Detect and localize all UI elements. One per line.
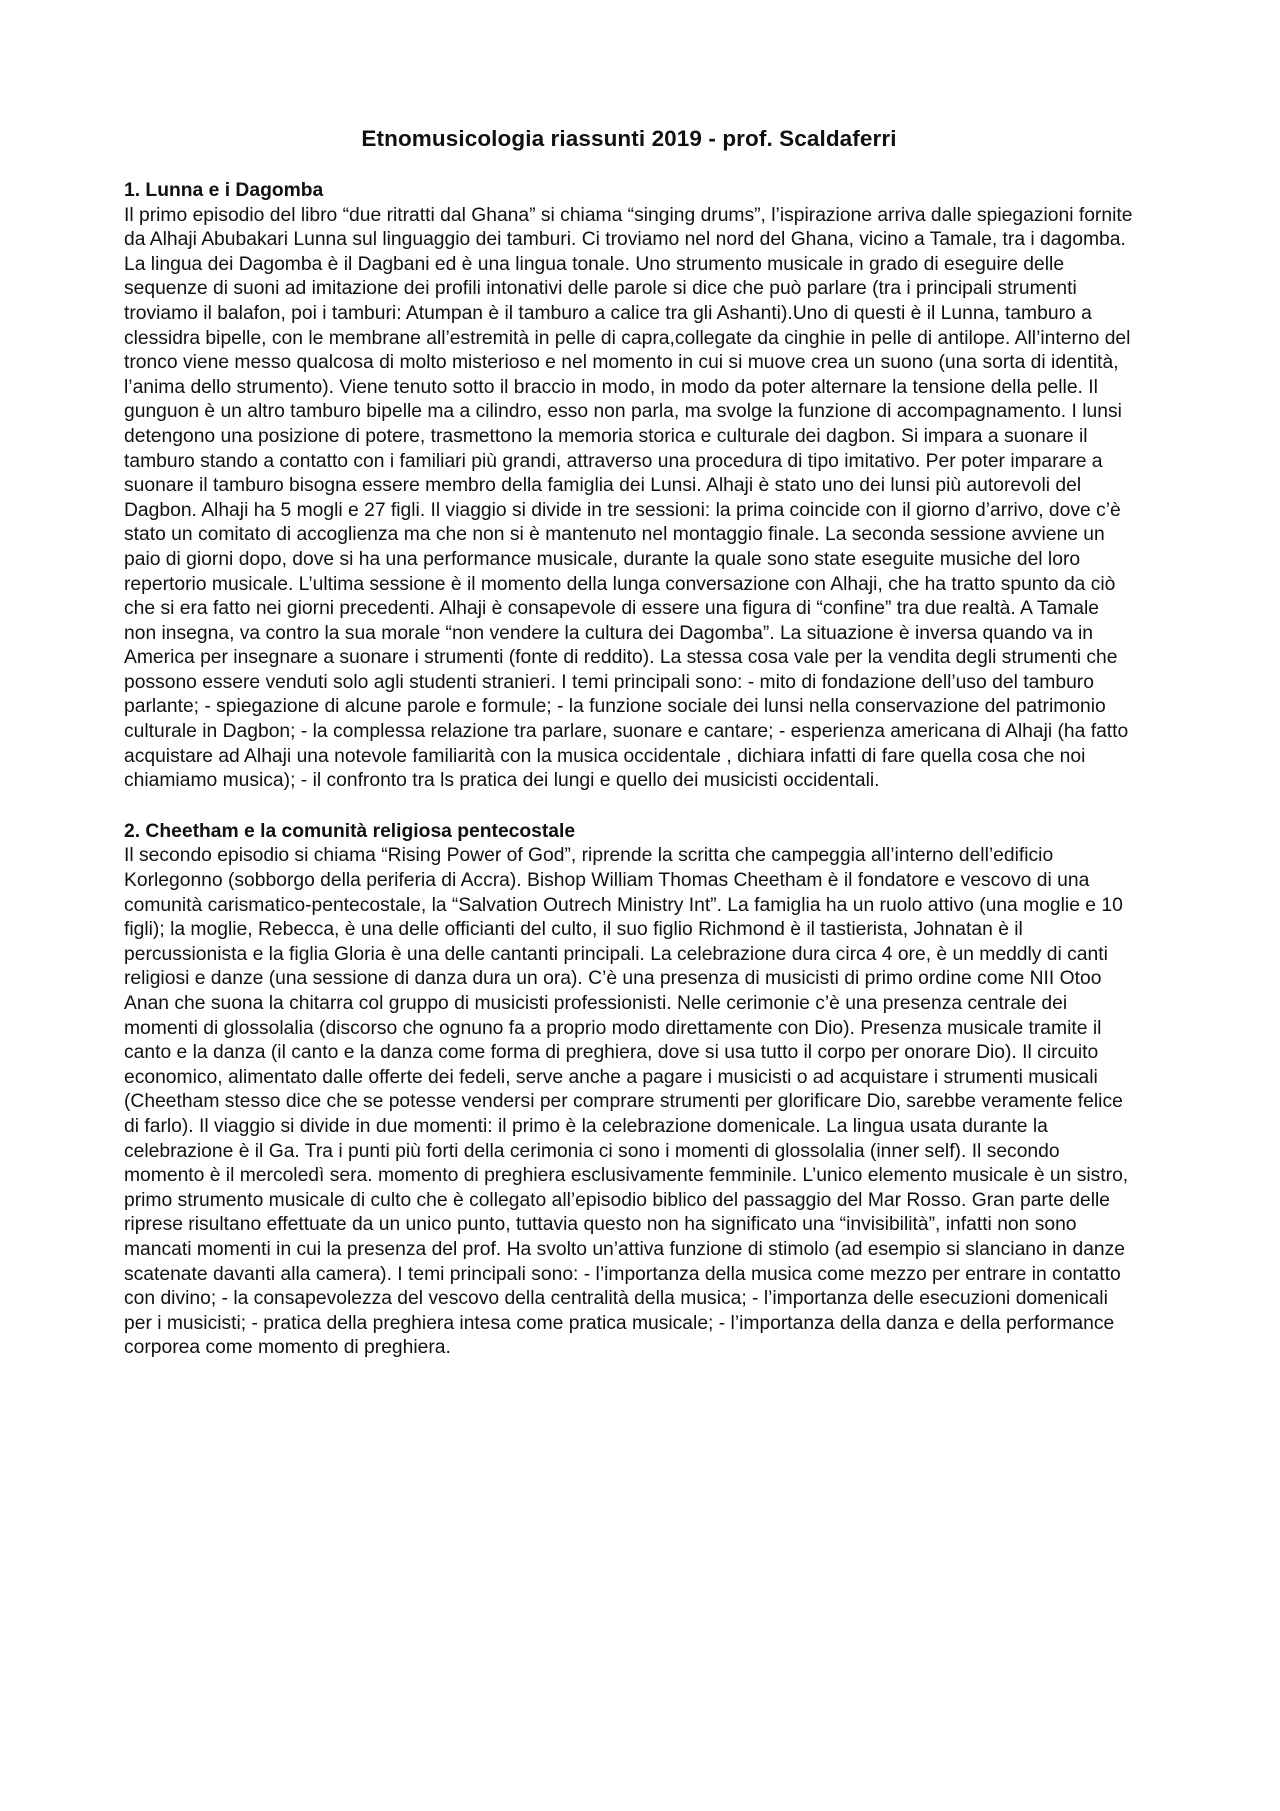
document-content xyxy=(124,126,1134,1387)
section-paragraph: Il primo episodio del libro “due ritratti dal Ghana” si chiama “singing drums”, l’ispirazione arriva dalle spiegazioni fornite da Alhaji Abubakari Lunna sul linguaggio dei tamburi. Ci troviamo nel nord del Ghana, vicino a Tamale, tra i dagomba. La lingua dei Dagomba è il Dagbani ed è una lingua tonale. Uno strumento musicale in grado di eseguire delle sequenze di suoni ad imitazione dei profili intonativi delle parole si dice che può parlare (tra i principali strumenti troviamo il balafon, poi i tamburi: Atumpan è il tamburo a calice tra gli Ashanti).Uno di questi è il Lunna, tamburo a clessidra bipelle, con le membrane all’estremità in pelle di capra,collegate da cinghie in pelle di antilope. All’interno del tronco viene messo qualcosa di molto misterioso e nel momento in cui si muove crea un suono (una sorta di identità, l’anima dello strumento). Viene tenuto sotto il braccio in modo, in modo da poter alternare la tensione della pelle. Il gunguon è un altro tamburo bipelle ma a cilindro, esso non parla, ma svolge la funzione di accompagnamento. I lunsi detengono una posizione di potere, trasmettono la memoria storica e culturale dei dagbon. Si impara a suonare il tamburo stando a contatto con i familiari più grandi, attraverso una procedura di tipo imitativo. Per poter imparare a suonare il tamburo bisogna essere membro della famiglia dei Lunsi. Alhaji è stato uno dei lunsi più autorevoli del Dagbon. Alhaji ha 5 mogli e 27 figli. Il viaggio si divide in tre sessioni: la prima coincide con il giorno d’arrivo, dove c’è stato un comitato di accoglienza ma che non si è mantenuto nel montaggio finale. La seconda sessione avviene un paio di giorni dopo, dove si ha una performance musicale, durante la quale sono state eseguite musiche del loro repertorio musicale. L’ultima sessione è il momento della lunga conversazione con Alhaji, che ha tratto spunto da ciò che si era fatto nei giorni precedenti. Alhaji è consapevole di essere una figura di “confine” tra due realtà. A Tamale non insegna, va contro la sua morale “non vendere la cultura dei Dagomba”. La situazione è inversa quando va in America per insegnare a suonare i strumenti (fonte di reddito). La stessa cosa vale per la vendita degli strumenti che possono essere venduti solo agli studenti stranieri. I temi principali sono: - mito di fondazione dell’uso del tamburo parlante; - spiegazione di alcune parole e formule; - la funzione sociale dei lunsi nella conservazione del patrimonio culturale in Dagbon; - la complessa relazione tra parlare, suonare e cantare; - esperienza americana di Alhaji (ha fatto acquistare ad Alhaji una notevole familiarità con la musica occidentale , dichiara infatti di fare quella cosa che noi chiamiamo musica); - il confronto tra ls pratica dei lungi e quello dei musicisti occidentali. xyxy=(124,204,1133,792)
section-heading: 1. Lunna e i Dagomba xyxy=(124,180,324,201)
section-paragraph: Il secondo episodio si chiama “Rising Power of God”, riprende la scritta che campeggia all’interno dell’edificio Korlegonno (sobborgo della periferia di Accra). Bishop William Thomas Cheetham è il fondatore e vescovo di una comunità carismatico-pentecostale, la “Salvation Outrech Ministry Int”. La famiglia ha un ruolo attivo (una moglie e 10 figli); la moglie, Rebecca, è una delle officianti del culto, il suo figlio Richmond è il tastierista, Johnatan è il percussionista e la figlia Gloria è una delle cantanti principali. La celebrazione dura circa 4 ore, è un meddly di canti religiosi e danze (una sessione di danza dura un ora). C’è una presenza di musicisti di primo ordine come NII Otoo Anan che suona la chitarra col gruppo di musicisti professionisti. Nelle cerimonie c’è una presenza centrale dei momenti di glossolalia (discorso che ognuno fa a proprio modo direttamente con Dio). Presenza musicale tramite il canto e la danza (il canto e la danza come forma di preghiera, dove si usa tutto il corpo per onorare Dio). Il circuito economico, alimentato dalle offerte dei fedeli, serve anche a pagare i musicisti o ad acquistare i strumenti musicali (Cheetham stesso dice che se potesse vendersi per comprare strumenti per glorificare Dio, sarebbe veramente felice di farlo). Il viaggio si divide in due momenti: il primo è la celebrazione domenicale. La lingua usata durante la celebrazione è il Ga. Tra i punti più forti della cerimonia ci sono i momenti di glossolalia (inner self). Il secondo momento è il mercoledì sera. momento di preghiera esclusivamente femminile. L’unico elemento musicale è un sistro, primo strumento musicale di culto che è collegato all’episodio biblico del passaggio del Mar Rosso. Gran parte delle riprese risultano effettuate da un unico punto, tuttavia questo non ha significato una “invisibilità”, infatti non sono mancati momenti in cui la presenza del prof. Ha svolto un’attiva funzione di stimolo (ad esempio si slanciano in danze scatenate davanti alla camera). I temi principali sono: - l’importanza della musica come mezzo per entrare in contatto con divino; - la consapevolezza del vescovo della centralità della musica; - l’importanza delle esecuzioni domenicali per i musicisti; - pratica della preghiera intesa come pratica musicale; - l’importanza della danza e della performance corporea come momento di preghiera. xyxy=(124,845,1129,1359)
section-cheetham-pentecostale xyxy=(124,820,1134,1361)
section-heading: 2. Cheetham e la comunità religiosa pentecostale xyxy=(124,820,576,842)
document-title: Etnomusicologia riassunti 2019 - prof. Scaldaferri xyxy=(361,126,897,151)
section-lunna-dagomba xyxy=(124,179,1134,794)
